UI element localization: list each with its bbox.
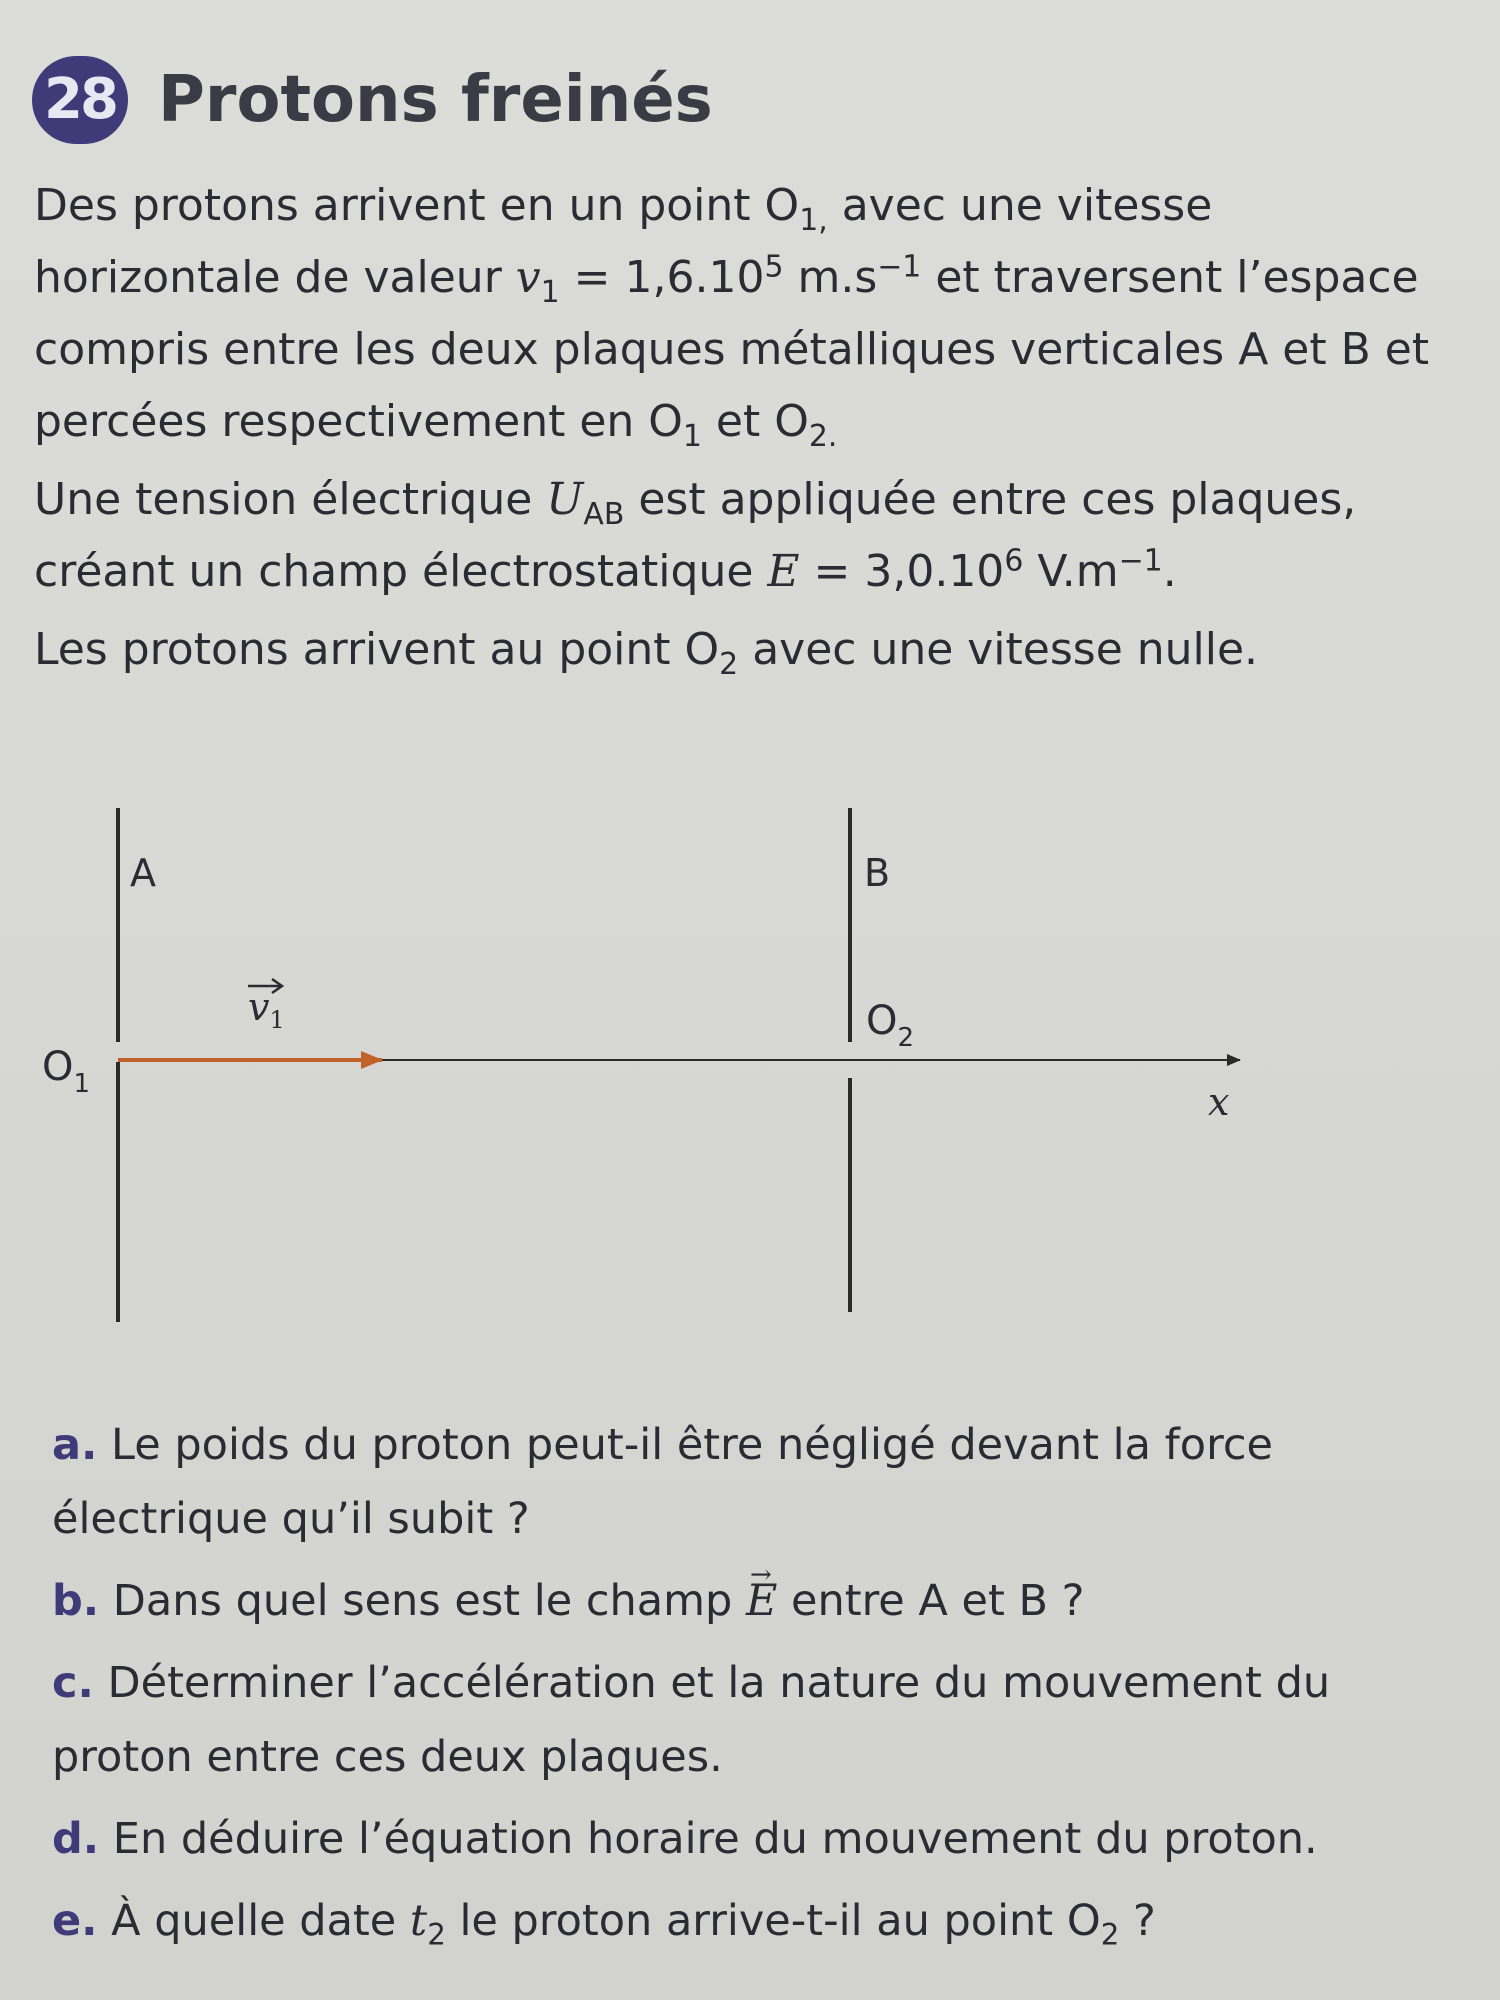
question-text: À quelle date xyxy=(111,1896,410,1946)
point-o2: $O_2$ xyxy=(1066,1896,1120,1952)
question-b xyxy=(52,1564,1432,1638)
text-run: avec une vitesse horizontale de valeur xyxy=(34,180,1213,303)
time-subscript: 2 xyxy=(427,1917,446,1952)
velocity-unit: m.s xyxy=(783,252,878,303)
question-a xyxy=(52,1408,1432,1556)
velocity-subscript: 1 xyxy=(540,274,560,310)
point-o1: $O_{1,}$ xyxy=(764,180,828,238)
velocity-value: = 1,6.10 xyxy=(559,252,765,303)
plate-a-label: A xyxy=(130,851,156,895)
exercise-number-badge: 28 xyxy=(32,56,128,144)
exercise-statement xyxy=(34,170,1444,692)
statement-paragraph-2 xyxy=(34,464,1444,608)
plate-b-label: B xyxy=(864,851,891,895)
question-d xyxy=(52,1802,1432,1876)
question-letter: c. xyxy=(52,1658,94,1708)
question-text: ? xyxy=(1119,1896,1156,1946)
point-o2-label: $O_2$ xyxy=(866,998,915,1053)
plates-diagram xyxy=(0,780,1500,1340)
statement-paragraph-1 xyxy=(34,170,1444,458)
field-vector-symbol: → E xyxy=(746,1564,777,1638)
velocity-unit-exponent: −1 xyxy=(877,249,922,285)
text-run: est appliquée entre ces plaques, créant un champ électrostatique xyxy=(34,474,1357,597)
text-run: . xyxy=(1162,546,1177,597)
question-text: Déterminer l’accélération et la nature du mouvement du proton entre ces deux plaques. xyxy=(52,1658,1331,1782)
point-o1-label: $O_1$ xyxy=(42,1044,91,1099)
question-text: entre A et B ? xyxy=(777,1576,1085,1626)
velocity-symbol: v xyxy=(515,252,541,303)
field-unit-exponent: −1 xyxy=(1118,543,1163,579)
point-o2: $O_2$ xyxy=(684,624,739,682)
text-run: Une tension électrique xyxy=(34,474,547,525)
question-list xyxy=(52,1408,1432,1966)
field-exponent: 6 xyxy=(1004,543,1024,579)
question-text: Le poids du proton peut-il être négligé devant la force électrique qu’il subit ? xyxy=(52,1420,1273,1544)
time-symbol: t xyxy=(409,1896,428,1946)
velocity-vector-label: $v_1$ xyxy=(248,985,285,1034)
field-symbol: E xyxy=(767,546,800,597)
point-o2: $O_{2.}$ xyxy=(774,396,838,454)
exercise-header xyxy=(32,52,713,148)
field-value: = 3,0.10 xyxy=(799,546,1005,597)
field-unit: V.m xyxy=(1023,546,1119,597)
question-letter: d. xyxy=(52,1814,100,1864)
question-e xyxy=(52,1884,1432,1958)
question-c xyxy=(52,1646,1432,1794)
text-run: Les protons arrivent au point xyxy=(34,624,685,675)
text-run: Des protons arrivent en un point xyxy=(34,180,765,231)
text-run: avec une vitesse nulle. xyxy=(738,624,1259,675)
velocity-exponent: 5 xyxy=(764,249,784,285)
exercise-title: Protons freinés xyxy=(158,63,713,137)
x-axis-label: x xyxy=(1208,1080,1230,1124)
question-letter: e. xyxy=(52,1896,98,1946)
question-text: Dans quel sens est le champ xyxy=(112,1576,746,1626)
voltage-subscript: AB xyxy=(583,496,625,532)
question-text: le proton arrive-t-il au point xyxy=(445,1896,1067,1946)
point-o1: $O_1$ xyxy=(648,396,702,454)
voltage-symbol: U xyxy=(546,474,584,525)
statement-paragraph-3 xyxy=(34,614,1444,686)
question-text: En déduire l’équation horaire du mouvement du proton. xyxy=(112,1814,1318,1864)
question-letter: b. xyxy=(52,1576,100,1626)
text-run: et traversent l’espace compris entre les deux plaques métalliques verticales A et B et percées respectivement en xyxy=(34,252,1430,447)
text-run: et xyxy=(701,396,775,447)
question-letter: a. xyxy=(52,1420,98,1470)
